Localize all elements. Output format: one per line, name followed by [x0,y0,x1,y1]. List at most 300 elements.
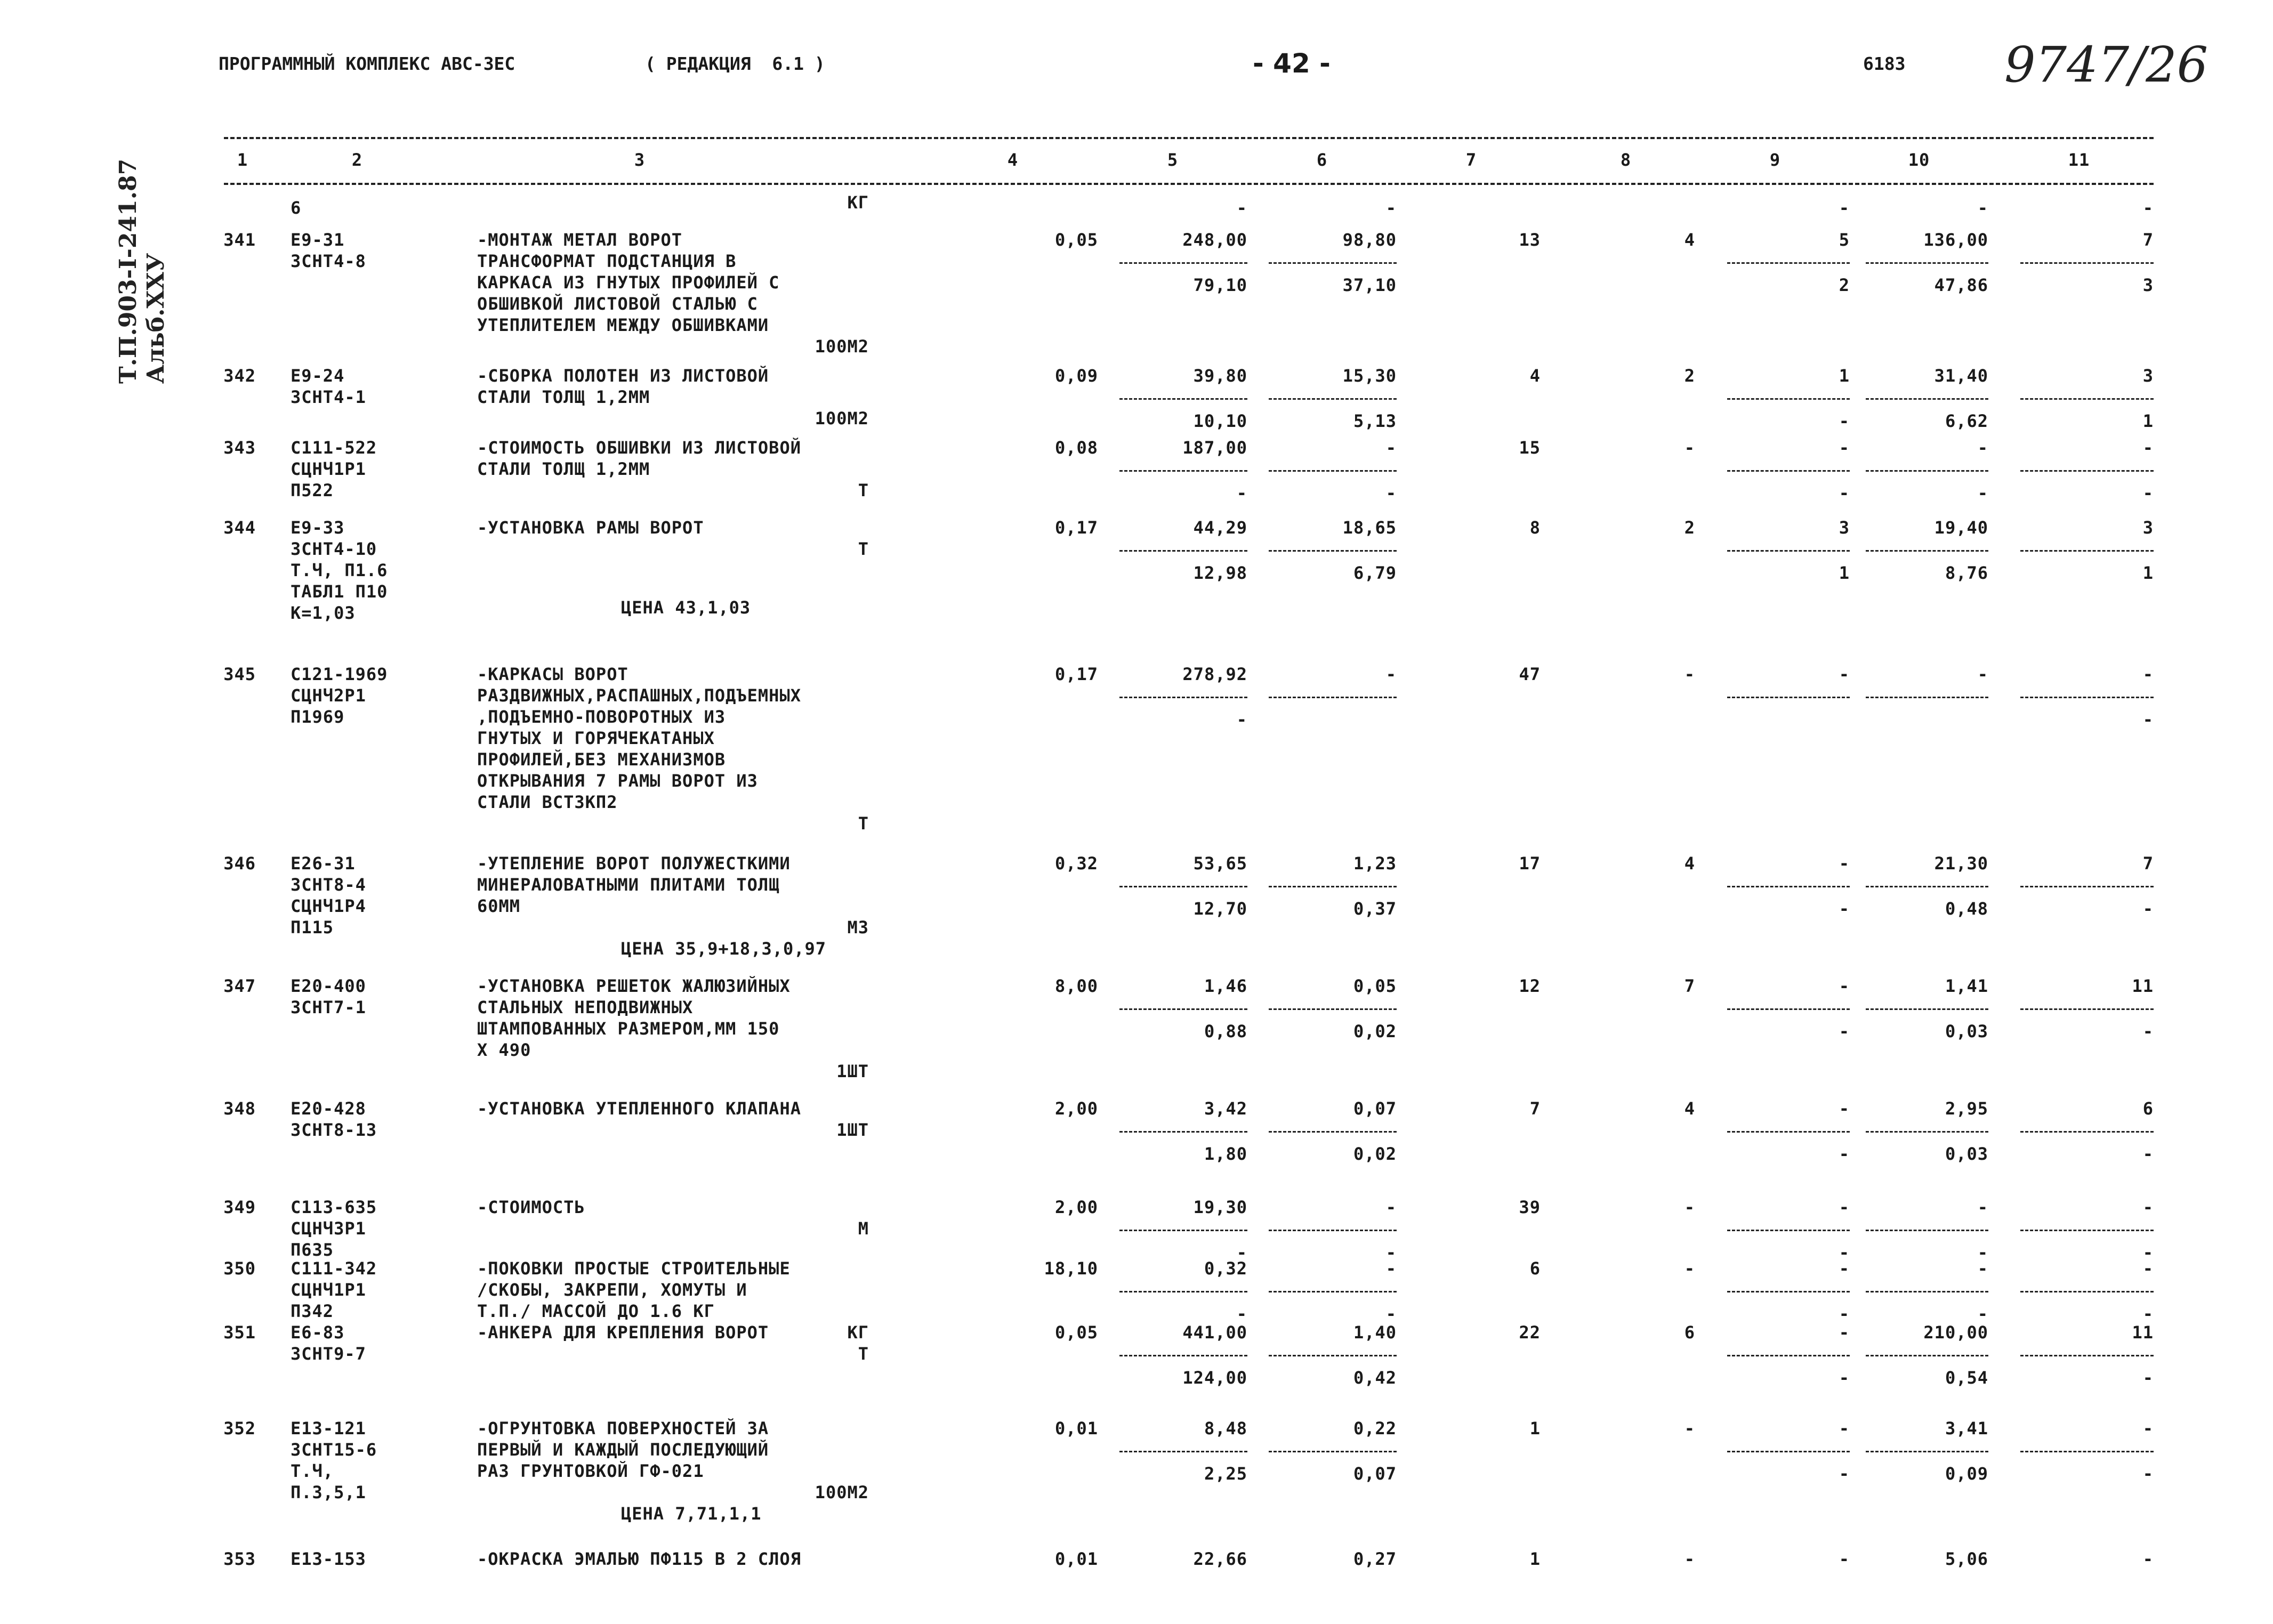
row-v5a: 39,80 [1193,366,1247,386]
cell-rule [1866,1131,1988,1133]
row-v11a: - [2142,1549,2154,1569]
row-v11a: - [2142,198,2154,218]
row-v6a: 18,65 [1342,518,1397,538]
cell-rule [1269,550,1397,552]
row-v5b: - [1236,1304,1247,1324]
doc-code: 6183 [1863,53,1906,74]
cell-rule [2020,470,2154,472]
row-v9a: - [1839,664,1850,684]
row-v7: 12 [1519,976,1541,996]
row-v5a: 53,65 [1193,853,1247,874]
row-v10b: 8,76 [1945,563,1988,583]
row-v9a: - [1839,976,1850,996]
row-v8: - [1684,664,1695,684]
row-description: -ОГРУНТОВКА ПОВЕРХНОСТЕЙ ЗА ПЕРВЫЙ И КАЖДЫЙ ПОСЛЕДУЮЩИЙ РАЗ ГРУНТОВКОЙ ГФ-021 [477,1418,769,1481]
row-v11b: - [2142,1021,2154,1041]
row-v6a: 1,23 [1353,853,1397,874]
row-v10a: - [1977,1258,1988,1279]
row-v8: - [1684,438,1695,458]
cell-rule [2020,1230,2154,1231]
cell-rule [1727,1451,1850,1452]
row-v6b: 6,79 [1353,563,1397,583]
cell-rule [1727,470,1850,472]
row-code: С111-522 СЦНЧ1Р1 П522 [291,438,377,500]
cell-rule [1119,1355,1247,1356]
cell-rule [2020,1355,2154,1356]
cell-rule [2020,398,2154,400]
cell-rule [1727,1131,1850,1133]
row-unit: 1ШТ [836,1061,869,1081]
row-v8: 7 [1684,976,1695,996]
row-v9a: - [1839,1322,1850,1343]
cell-rule [1269,398,1397,400]
cell-rule [1119,697,1247,698]
row-v11b: - [2142,1242,2154,1263]
column-header-7: 7 [1465,150,1477,170]
row-v9b: - [1839,1021,1850,1041]
row-v9b: - [1839,1368,1850,1388]
row-v7: 15 [1519,438,1541,458]
row-v7: 4 [1529,366,1541,386]
row-v10b: - [1977,1242,1988,1263]
row-v10a: 210,00 [1923,1322,1988,1343]
row-unit: КГ [847,192,869,213]
row-v11b: - [2142,1144,2154,1164]
row-v8: - [1684,1549,1695,1569]
row-code: Е26-31 ЗСНТ8-4 СЦНЧ1Р4 П115 [291,853,366,938]
cell-rule [1866,697,1988,698]
row-v11a: 6 [2142,1098,2154,1119]
cell-rule [1119,1291,1247,1292]
row-description: -УСТАНОВКА РАМЫ ВОРОТ [477,518,704,538]
row-v6b: 5,13 [1353,411,1397,431]
column-header-8: 8 [1620,150,1632,170]
row-v11a: - [2142,664,2154,684]
cell-rule [1119,1008,1247,1010]
row-number: 352 [223,1418,256,1439]
cell-rule [2020,1451,2154,1452]
cell-rule [1866,1451,1988,1452]
row-v11b: - [2142,483,2154,503]
row-number: 346 [223,853,256,874]
row-v9b: - [1839,1304,1850,1324]
row-v11a: - [2142,1418,2154,1439]
row-v6b: - [1385,483,1397,503]
row-v10b: 0,48 [1945,899,1988,919]
row-unit: 100М2 [815,336,869,357]
row-description: -УСТАНОВКА УТЕПЛЕННОГО КЛАПАНА [477,1098,801,1119]
row-v10a: - [1977,438,1988,458]
row-v10b: 0,03 [1945,1021,1988,1041]
table-header-rule [224,183,2154,185]
row-unit: Т [858,480,869,500]
row-price-note: ЦЕНА 35,9+18,3,0,97 [621,939,827,959]
cell-rule [1866,398,1988,400]
cell-rule [1269,1008,1397,1010]
row-v11b: - [2142,899,2154,919]
column-header-9: 9 [1769,150,1781,170]
cell-rule [1119,1230,1247,1231]
row-v7: 39 [1519,1197,1541,1217]
cell-rule [2020,1291,2154,1292]
row-code: Е20-400 ЗСНТ7-1 [291,976,366,1017]
row-v5b: 12,98 [1193,563,1247,583]
row-v5b: 79,10 [1193,275,1247,295]
row-number: 348 [223,1098,256,1119]
row-v11a: 7 [2142,230,2154,250]
row-v6b: 0,37 [1353,899,1397,919]
row-v8: 4 [1684,1098,1695,1119]
cell-rule [2020,1131,2154,1133]
row-number: 347 [223,976,256,996]
row-v9a: - [1839,1549,1850,1569]
row-number: 350 [223,1258,256,1279]
row-v6a: - [1385,1197,1397,1217]
row-v11a: - [2142,1258,2154,1279]
program-title: ПРОГРАММНЫЙ КОМПЛЕКС АВС-3ЕС [219,53,515,74]
column-header-4: 4 [1007,150,1019,170]
row-v9a: - [1839,853,1850,874]
row-quantity: 0,17 [1054,664,1098,684]
row-description: -СТОИМОСТЬ [477,1197,585,1217]
row-code: 6 [291,198,302,218]
cell-rule [1269,1291,1397,1292]
row-number: 342 [223,366,256,386]
row-v5a: 44,29 [1193,518,1247,538]
row-unit: Т [858,1344,869,1364]
cell-rule [2020,1008,2154,1010]
row-unit: М3 [847,917,869,938]
row-unit: 1ШТ [836,1120,869,1140]
row-v6a: - [1385,664,1397,684]
row-v5b: 10,10 [1193,411,1247,431]
row-v5b: 0,88 [1204,1021,1247,1041]
row-v11a: 7 [2142,853,2154,874]
row-v5a: 19,30 [1193,1197,1247,1217]
row-quantity: 0,01 [1054,1418,1098,1439]
page-number: - 42 - [1253,48,1331,79]
row-v6a: 1,40 [1353,1322,1397,1343]
column-header-11: 11 [2068,150,2090,170]
row-v10b: 6,62 [1945,411,1988,431]
row-v5a: 1,46 [1204,976,1247,996]
row-price-note: ЦЕНА 7,71,1,1 [621,1504,762,1524]
cell-rule [1119,550,1247,552]
row-v7: 7 [1529,1098,1541,1119]
row-v5b: 12,70 [1193,899,1247,919]
cell-rule [1269,1451,1397,1452]
cell-rule [1269,697,1397,698]
row-v5a: 8,48 [1204,1418,1247,1439]
row-v6b: - [1385,1304,1397,1324]
row-v5b: - [1236,483,1247,503]
edition-label: ( РЕДАКЦИЯ 6.1 ) [645,53,825,74]
row-description: -КАРКАСЫ ВОРОТ РАЗДВИЖНЫХ,РАСПАШНЫХ,ПОДЪЕМНЫХ ,ПОДЪЕМНО-ПОВОРОТНЫХ ИЗ ГНУТЫХ И ГОРЯЧЕКАТАНЫХ ПРОФИЛЕЙ,БЕЗ МЕХАНИЗМОВ ОТКРЫВАНИЯ 7 РАМЫ ВОРОТ ИЗ СТАЛИ ВСТЗКП2 [477,664,801,812]
row-v8: - [1684,1197,1695,1217]
row-v6b: - [1385,1242,1397,1263]
cell-rule [1119,262,1247,264]
row-code: Е9-33 ЗСНТ4-10 Т.Ч, П1.6 ТАБЛ1 П10 К=1,03 [291,518,388,623]
row-description: -АНКЕРА ДЛЯ КРЕПЛЕНИЯ ВОРОТ [477,1322,769,1343]
row-v11b: 3 [2142,275,2154,295]
row-code: Е6-83 ЗСНТ9-7 [291,1322,366,1364]
row-v5a: - [1236,198,1247,218]
row-v9a: 3 [1839,518,1850,538]
cell-rule [1119,886,1247,887]
row-v9b: - [1839,411,1850,431]
row-v9a: 5 [1839,230,1850,250]
row-v10a: 3,41 [1945,1418,1988,1439]
row-v11b: - [2142,1368,2154,1388]
row-quantity: 2,00 [1054,1197,1098,1217]
row-number: 343 [223,438,256,458]
row-v11a: 3 [2142,518,2154,538]
row-price-note: ЦЕНА 43,1,03 [621,597,751,618]
cell-rule [1269,470,1397,472]
row-v7: 13 [1519,230,1541,250]
row-v10b: 0,03 [1945,1144,1988,1164]
row-description: -СТОИМОСТЬ ОБШИВКИ ИЗ ЛИСТОВОЙ СТАЛИ ТОЛЩ 1,2ММ [477,438,801,479]
row-v5a: 3,42 [1204,1098,1247,1119]
cell-rule [1866,1230,1988,1231]
row-v11a: 3 [2142,366,2154,386]
row-v10a: 136,00 [1923,230,1988,250]
row-v7: 47 [1519,664,1541,684]
row-v11b: 1 [2142,411,2154,431]
row-v6a: - [1385,438,1397,458]
row-v11b: - [2142,709,2154,730]
row-code: С113-635 СЦНЧ3Р1 П635 [291,1197,377,1260]
row-description: -ПОКОВКИ ПРОСТЫЕ СТРОИТЕЛЬНЫЕ /СКОБЫ, ЗАКРЕПИ, ХОМУТЫ И Т.П./ МАССОЙ ДО 1.6 КГ [477,1258,791,1321]
row-number: 353 [223,1549,256,1569]
cell-rule [1727,398,1850,400]
row-v5a: 187,00 [1182,438,1247,458]
row-quantity: 0,32 [1054,853,1098,874]
row-unit: 100М2 [815,1482,869,1502]
row-quantity: 0,05 [1054,1322,1098,1343]
cell-rule [1727,262,1850,264]
row-v9a: - [1839,438,1850,458]
row-v10a: 5,06 [1945,1549,1988,1569]
row-v6a: 0,07 [1353,1098,1397,1119]
cell-rule [1269,1131,1397,1133]
column-header-1: 1 [237,150,248,170]
row-v6a: 15,30 [1342,366,1397,386]
cell-rule [1727,1230,1850,1231]
row-description: -УТЕПЛЕНИЕ ВОРОТ ПОЛУЖЕСТКИМИ МИНЕРАЛОВАТНЫМИ ПЛИТАМИ ТОЛЩ 60ММ [477,853,791,916]
row-description: -СБОРКА ПОЛОТЕН ИЗ ЛИСТОВОЙ СТАЛИ ТОЛЩ 1,2ММ [477,366,769,407]
row-v8: 4 [1684,853,1695,874]
row-quantity: 0,17 [1054,518,1098,538]
row-quantity: 0,01 [1054,1549,1098,1569]
row-v10b: 0,09 [1945,1464,1988,1484]
cell-rule [1866,1291,1988,1292]
row-unit: 100М2 [815,408,869,429]
row-quantity: 8,00 [1054,976,1098,996]
row-quantity: 0,09 [1054,366,1098,386]
cell-rule [2020,262,2154,264]
row-unit: Т [858,813,869,834]
cell-rule [1269,262,1397,264]
row-v5a: 441,00 [1182,1322,1247,1343]
cell-rule [1119,1451,1247,1452]
handwritten-stamp: 9747/26 [2004,36,2208,93]
row-v6b: 37,10 [1342,275,1397,295]
row-v10a: 21,30 [1934,853,1988,874]
row-v5b: - [1236,709,1247,730]
row-v9a: 1 [1839,366,1850,386]
row-description: -МОНТАЖ МЕТАЛ ВОРОТ ТРАНСФОРМАТ ПОДСТАНЦИЯ В КАРКАСА ИЗ ГНУТЫХ ПРОФИЛЕЙ С ОБШИВКОЙ ЛИСТОВОЙ СТАЛЬЮ С УТЕПЛИТЕЛЕМ МЕЖДУ ОБШИВКАМИ [477,230,780,335]
row-quantity: 2,00 [1054,1098,1098,1119]
row-v5b: - [1236,1242,1247,1263]
cell-rule [1119,1131,1247,1133]
cell-rule [2020,550,2154,552]
row-v8: 4 [1684,230,1695,250]
cell-rule [1269,1355,1397,1356]
row-v10a: 31,40 [1934,366,1988,386]
row-v7: 22 [1519,1322,1541,1343]
row-v7: 1 [1529,1549,1541,1569]
row-code: Е20-428 ЗСНТ8-13 [291,1098,377,1140]
cell-rule [1866,470,1988,472]
cell-rule [1269,886,1397,887]
row-v5b: 1,80 [1204,1144,1247,1164]
row-v8: 2 [1684,518,1695,538]
side-label-line1: Т.П.903-I-241.87 [115,158,142,384]
row-v9b: - [1839,1242,1850,1263]
row-v6a: 0,22 [1353,1418,1397,1439]
row-unit: КГ [847,1322,869,1343]
row-number: 349 [223,1197,256,1217]
row-v10a: 19,40 [1934,518,1988,538]
row-v11b: - [2142,1464,2154,1484]
row-unit: Т [858,539,869,559]
row-v6b: 0,07 [1353,1464,1397,1484]
row-code: Е9-31 ЗСНТ4-8 [291,230,366,271]
row-v9a: - [1839,1418,1850,1439]
cell-rule [1727,697,1850,698]
column-header-3: 3 [634,150,646,170]
row-number: 351 [223,1322,256,1343]
row-v10b: - [1977,1304,1988,1324]
cell-rule [1269,1230,1397,1231]
cell-rule [1727,1008,1850,1010]
cell-rule [1119,470,1247,472]
row-v7: 1 [1529,1418,1541,1439]
row-v11a: - [2142,1197,2154,1217]
row-code: Е13-121 ЗСНТ15-6 Т.Ч, П.3,5,1 [291,1418,377,1502]
side-label [115,159,170,384]
cell-rule [1866,886,1988,887]
row-v7: 17 [1519,853,1541,874]
row-quantity: 0,08 [1054,438,1098,458]
row-number: 341 [223,230,256,250]
row-v7: 8 [1529,518,1541,538]
row-v5a: 0,32 [1204,1258,1247,1279]
row-v10b: 0,54 [1945,1368,1988,1388]
row-unit: М [858,1218,869,1239]
row-v9b: 1 [1839,563,1850,583]
row-v6b: 0,42 [1353,1368,1397,1388]
row-v9a: - [1839,198,1850,218]
row-v11a: 11 [2132,976,2154,996]
row-v10b: - [1977,483,1988,503]
row-v6a: 0,05 [1353,976,1397,996]
row-v5a: 278,92 [1182,664,1247,684]
row-number: 344 [223,518,256,538]
row-v11b: - [2142,1304,2154,1324]
cell-rule [2020,886,2154,887]
row-v5a: 248,00 [1182,230,1247,250]
cell-rule [1119,398,1247,400]
row-v8: 2 [1684,366,1695,386]
row-v6a: - [1385,198,1397,218]
side-label-line2: Альб.XXУ [142,253,170,384]
row-v10b: 47,86 [1934,275,1988,295]
row-v9b: 2 [1839,275,1850,295]
row-v7: 6 [1529,1258,1541,1279]
row-v6b: 0,02 [1353,1021,1397,1041]
row-v10a: - [1977,664,1988,684]
column-header-5: 5 [1167,150,1179,170]
cell-rule [1866,1008,1988,1010]
row-v9b: - [1839,1464,1850,1484]
row-v10a: 2,95 [1945,1098,1988,1119]
row-v9b: - [1839,899,1850,919]
row-code: С121-1969 СЦНЧ2Р1 П1969 [291,664,388,727]
row-v5b: 124,00 [1182,1368,1247,1388]
row-v9b: - [1839,483,1850,503]
column-header-6: 6 [1316,150,1328,170]
column-header-10: 10 [1908,150,1930,170]
cell-rule [1866,1355,1988,1356]
row-v6a: 0,27 [1353,1549,1397,1569]
row-v11b: 1 [2142,563,2154,583]
row-v6b: 0,02 [1353,1144,1397,1164]
row-v10a: - [1977,1197,1988,1217]
row-v6a: - [1385,1258,1397,1279]
row-number: 345 [223,664,256,684]
row-code: Е13-153 [291,1549,366,1569]
row-v8: 6 [1684,1322,1695,1343]
cell-rule [1727,550,1850,552]
row-v11a: 11 [2132,1322,2154,1343]
cell-rule [1727,886,1850,887]
cell-rule [1727,1355,1850,1356]
row-v5b: 2,25 [1204,1464,1247,1484]
table-top-rule [224,137,2154,139]
cell-rule [2020,697,2154,698]
row-quantity: 18,10 [1044,1258,1098,1279]
row-quantity: 0,05 [1054,230,1098,250]
row-v10a: 1,41 [1945,976,1988,996]
row-v9b: - [1839,1144,1850,1164]
row-description: -ОКРАСКА ЭМАЛЬЮ ПФ115 В 2 СЛОЯ [477,1549,801,1569]
row-v9a: - [1839,1197,1850,1217]
row-v10a: - [1977,198,1988,218]
row-v9a: - [1839,1258,1850,1279]
cell-rule [1727,1291,1850,1292]
row-v8: - [1684,1418,1695,1439]
cell-rule [1866,262,1988,264]
row-v9a: - [1839,1098,1850,1119]
row-description: -УСТАНОВКА РЕШЕТОК ЖАЛЮЗИЙНЫХ СТАЛЬНЫХ НЕПОДВИЖНЫХ ШТАМПОВАННЫХ РАЗМЕРОМ,ММ 150 Х 490 [477,976,791,1060]
row-v6a: 98,80 [1342,230,1397,250]
cell-rule [1866,550,1988,552]
row-v11a: - [2142,438,2154,458]
row-code: Е9-24 ЗСНТ4-1 [291,366,366,407]
row-v5a: 22,66 [1193,1549,1247,1569]
